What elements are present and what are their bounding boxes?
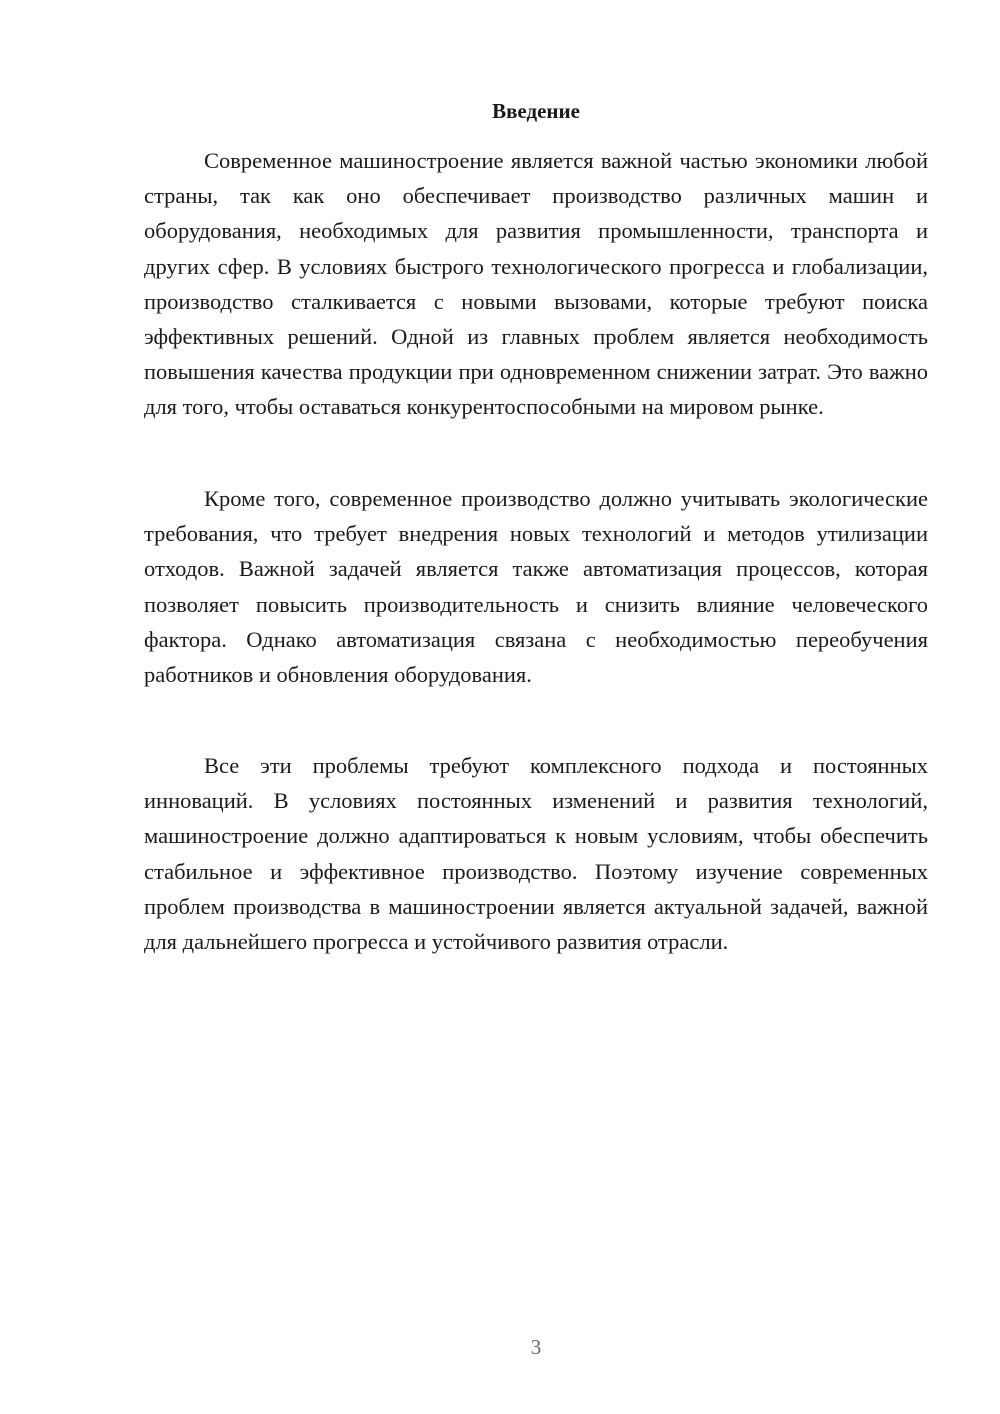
paragraph-3: Все эти проблемы требуют комплексного подхода и постоянных инноваций. В условиях постоянных изменений и развития технологий, машиностроение должно адаптироваться к новым условиям, чтобы обеспечить стабильное и эффективное производство. Поэтому изучение современных проблем производства в машиностроении является актуальной задачей, важной для дальнейшего прогресса и устойчивого развития отрасли. [144,753,928,955]
section-heading: Введение [492,99,580,123]
paragraph-2: Кроме того, современное производство должно учитывать экологические требования, что требует внедрения новых технологий и методов утилизации отходов. Важной задачей является также автоматизация процессов, которая позволяет повысить производительность и снизить влияние человеческого фактора. Однако автоматизация связана с необходимостью переобучения работников и обновления оборудования. [144,486,928,688]
page-number: 3 [530,1335,542,1359]
paragraph-1: Современное машиностроение является важной частью экономики любой страны, так как оно обеспечивает производство различных машин и оборудования, необходимых для развития промышленности, транспорта и других сфер. В условиях быстрого технологического прогресса и глобализации, производство сталкивается с новыми вызовами, которые требуют поиска эффективных решений. Одной из главных проблем является необходимость повышения качества продукции при одновременном снижении затрат. Это важно для того, чтобы оставаться конкурентоспособными на мировом рынке. [144,148,928,420]
